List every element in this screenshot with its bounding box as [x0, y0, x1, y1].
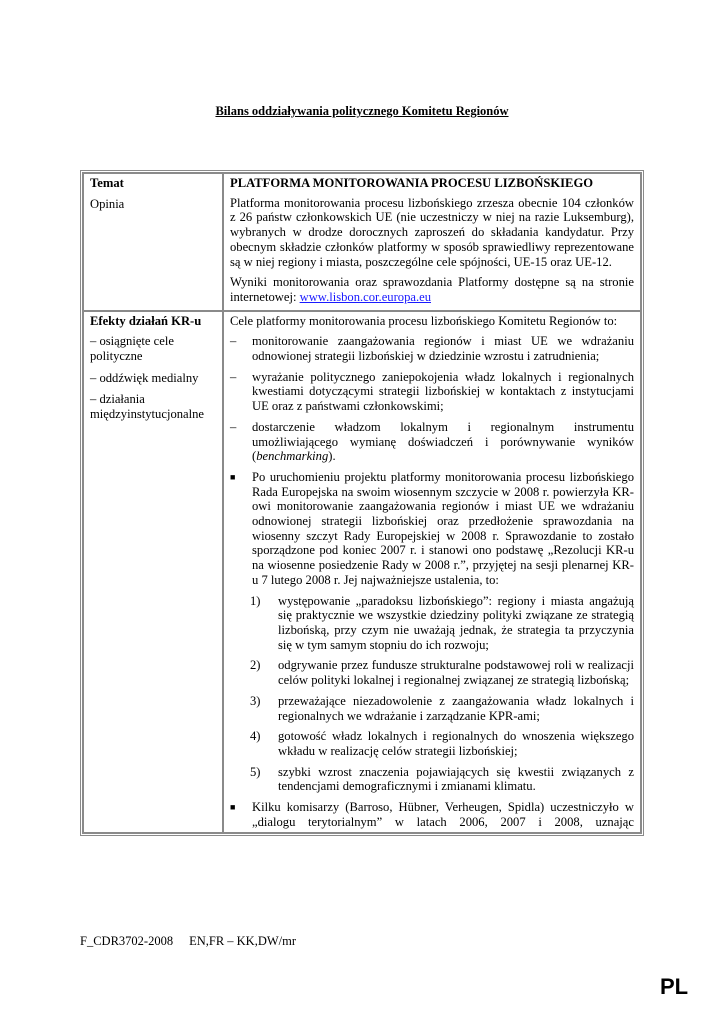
language-codes: EN,FR – KK,DW/mr	[189, 934, 297, 948]
item-number: 4)	[250, 729, 261, 744]
document-code: F_CDR3702-2008	[80, 934, 174, 948]
benchmarking-term: benchmarking	[256, 449, 329, 464]
label-efekty: Efekty działań KR-u	[90, 313, 202, 328]
list-item	[250, 658, 634, 687]
item-number: 5)	[250, 764, 261, 779]
list-item	[230, 334, 634, 363]
label-temat: Temat	[90, 176, 124, 190]
table-row	[83, 173, 641, 311]
item-number: 2)	[250, 658, 261, 673]
row2-content-cell	[223, 311, 641, 834]
item-number: 3)	[250, 693, 261, 708]
list-item	[230, 370, 634, 414]
list-item	[250, 729, 634, 758]
label-cele-polityczne: – osiągnięte cele polityczne	[90, 334, 174, 364]
goal-text-2: wyrażanie politycznego zaniepokojenia władz lokalnych i regionalnych kwestiami dotyczącymi strategii lizbońskiej w kontaktach z instytucjami UE oraz z państwami członkowskimi;	[252, 369, 634, 414]
language-tag: PL	[660, 974, 689, 999]
list-item	[250, 765, 634, 794]
label-opinia: Opinia	[90, 196, 125, 211]
list-item	[250, 594, 634, 653]
finding-text: przeważające niezadowolenie z zaangażowania władz lokalnych i regionalnych we wdrażanie i zarządzanie KPR-ami;	[278, 693, 634, 723]
label-oddzwiek-medialny: – oddźwięk medialny	[90, 370, 199, 385]
list-item	[230, 470, 634, 588]
finding-text: szybki wzrost znaczenia pojawiających się kwestii związanych z tendencjami demograficznymi i zmianami klimatu.	[278, 764, 634, 794]
square-bullet-icon: ■	[230, 802, 236, 813]
commissioners-paragraph: Kilku komisarzy (Barroso, Hübner, Verheugen, Spidla) uczestniczyło w „dialogu terytorialnym” w latach 2006, 2007 i 2008, uznając	[252, 800, 634, 829]
finding-text: występowanie „paradoksu lizbońskiego”: regiony i miasta angażują się praktycznie we wszystkie dziedziny polityki związane ze strategią lizbońską, przy czym nie uważają jednak, że strategia ta przyczynia się w tym samym stopniu do ich rozwoju;	[278, 593, 634, 652]
finding-text: gotowość władz lokalnych i regionalnych do wnoszenia większego wkładu w realizację celów strategii lizbońskiej;	[278, 729, 634, 758]
label-dzialania-miedzyinstytucjonalne: – działania międzyinstytucjonalne	[90, 392, 205, 422]
row1-label-cell	[83, 173, 223, 311]
goal-text-3: dostarczenie władzom lokalnym i regionalnym instrumentu umożliwiającego wymianę doświadczeń i porównywanie wyników	[252, 419, 634, 449]
dash-marker: –	[230, 419, 237, 434]
list-item	[230, 800, 634, 829]
results-paragraph	[230, 275, 634, 304]
row1-content-cell	[223, 173, 641, 311]
opinion-heading: PLATFORMA MONITOROWANIA PROCESU LIZBOŃSKIEGO	[230, 176, 594, 190]
list-item	[230, 420, 634, 464]
item-number: 1)	[250, 593, 261, 608]
document-title: Bilans oddziaływania politycznego Komitetu Regionów	[215, 104, 509, 118]
goal-item-3: dostarczenie władzom lokalnym i regionalnym instrumentu umożliwiającego wymianę doświadczeń i porównywanie wyników (benchmarking).	[252, 419, 634, 464]
dash-marker: –	[230, 334, 237, 349]
goal-text-1: monitorowanie zaangażowania regionów i miast UE we wdrażaniu odnowionej strategii lizbońskiej w dziedzinie wzrostu i zatrudnienia;	[252, 334, 634, 364]
results-text: Wyniki monitorowania oraz sprawozdania Platformy dostępne są na stronie internetowej:	[230, 275, 634, 304]
list-item	[250, 694, 634, 723]
finding-text: odgrywanie przez fundusze strukturalne podstawowej roli w realizacji celów polityki lokalnej i regionalnej związanej ze strategią lizbońską;	[278, 658, 634, 688]
impact-table	[80, 170, 644, 836]
table-row	[83, 311, 641, 834]
lisbon-website-link[interactable]: www.lisbon.cor.europa.eu	[299, 289, 431, 304]
dash-marker: –	[230, 369, 237, 384]
row2-label-cell	[83, 311, 223, 834]
platform-goals-intro: Cele platformy monitorowania procesu lizbońskiego Komitetu Regionów to:	[230, 313, 618, 328]
square-bullet-icon: ■	[230, 471, 236, 482]
platform-description: Platforma monitorowania procesu lizbońskiego zrzesza obecnie 104 członków z 26 państw członkowskich UE (nie uczestniczy w niej na razie Luksemburg), wybranych w drodze dorocznych zaproszeń do składania kandydatur. Przy obecnym składzie członków platformy w sposób sprawiedliwy reprezentowane są w niej regiony i miasta, poszczególne cele spójności, UE-15 oraz UE-12.	[230, 195, 634, 269]
european-council-paragraph: Po uruchomieniu projektu platformy monitorowania procesu lizbońskiego Rada Europejska na swoim wiosennym szczycie w 2008 r. powierzyła KR-owi monitorowanie zaangażowania regionów i miast UE we wdrażaniu odnowionej strategii lizbońskiej oraz przedłożenie sprawozdania na wiosenny szczyt Rady Europejskiej w 2008 r. Sprawozdanie to zostało sporządzone pod koniec 2007 r. i stanowi ono podstawę „Rezolucji KR-u na wiosenne posiedzenie Rady w 2008 r.”, przyjętej na sesji plenarnej KR-u 7 lutego 2008 r. Jej najważniejsze ustalenia, to:	[252, 469, 634, 587]
document-footer	[80, 934, 296, 949]
